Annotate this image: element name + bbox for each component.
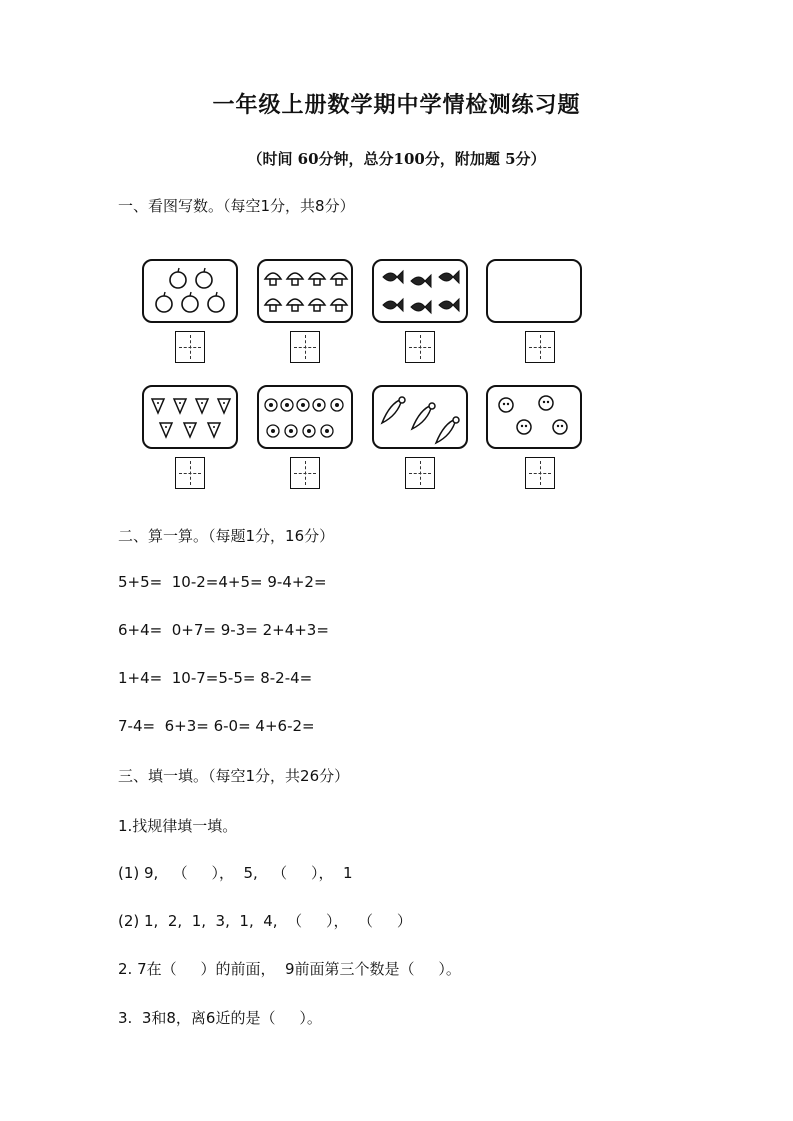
picture-frame-birds (372, 385, 468, 449)
monkey-icon (490, 389, 580, 447)
answer-box-monkeys[interactable] (525, 457, 555, 489)
question-1: 1.找规律填一填。 (118, 817, 238, 835)
answer-box-empty[interactable] (525, 331, 555, 363)
question-1a: (1) 9, （ ）， 5, （ ）， 1 (118, 864, 353, 882)
question-3: 3. 3和8，离6近的是（ ）。 (118, 1009, 322, 1027)
arith-row-4: 7-4= 6+3= 6-0= 4+6-2= (118, 717, 315, 735)
question-1b: (2) 1, 2, 1, 3, 1, 4, （ ）， （ ） (118, 912, 412, 930)
answer-box-fish[interactable] (405, 331, 435, 363)
picture-frame-fish (372, 259, 468, 323)
fish-icon (377, 263, 465, 321)
apple-icon (148, 263, 234, 321)
picture-frame-flowers (257, 385, 353, 449)
arith-row-1: 5+5= 10-2=4+5= 9-4+2= (118, 573, 327, 591)
flower-icon (261, 389, 351, 447)
answer-box-strawberries[interactable] (175, 457, 205, 489)
answer-box-birds[interactable] (405, 457, 435, 489)
strawberry-icon (146, 389, 236, 447)
page-subtitle: （时间 60分钟，总分100分，附加题 5分） (247, 150, 546, 168)
section1-heading: 一、看图写数。（每空1分，共8分） (118, 197, 355, 215)
bird-icon (376, 389, 466, 447)
arith-row-3: 1+4= 10-7=5-5= 8-2-4= (118, 669, 313, 687)
section2-heading: 二、算一算。（每题1分，16分） (118, 527, 335, 545)
answer-box-mushrooms[interactable] (290, 331, 320, 363)
page-title: 一年级上册数学期中学情检测练习题 (212, 92, 581, 118)
answer-box-apples[interactable] (175, 331, 205, 363)
picture-frame-monkeys (486, 385, 582, 449)
question-2: 2. 7在（ ）的前面， 9前面第三个数是（ ）。 (118, 960, 461, 978)
arith-row-2: 6+4= 0+7= 9-3= 2+4+3= (118, 621, 329, 639)
picture-frame-empty (486, 259, 582, 323)
mushroom-icon (261, 263, 351, 321)
answer-box-flowers[interactable] (290, 457, 320, 489)
picture-frame-apples (142, 259, 238, 323)
picture-frame-mushrooms (257, 259, 353, 323)
section3-heading: 三、填一填。（每空1分，共26分） (118, 767, 350, 785)
picture-frame-strawberries (142, 385, 238, 449)
